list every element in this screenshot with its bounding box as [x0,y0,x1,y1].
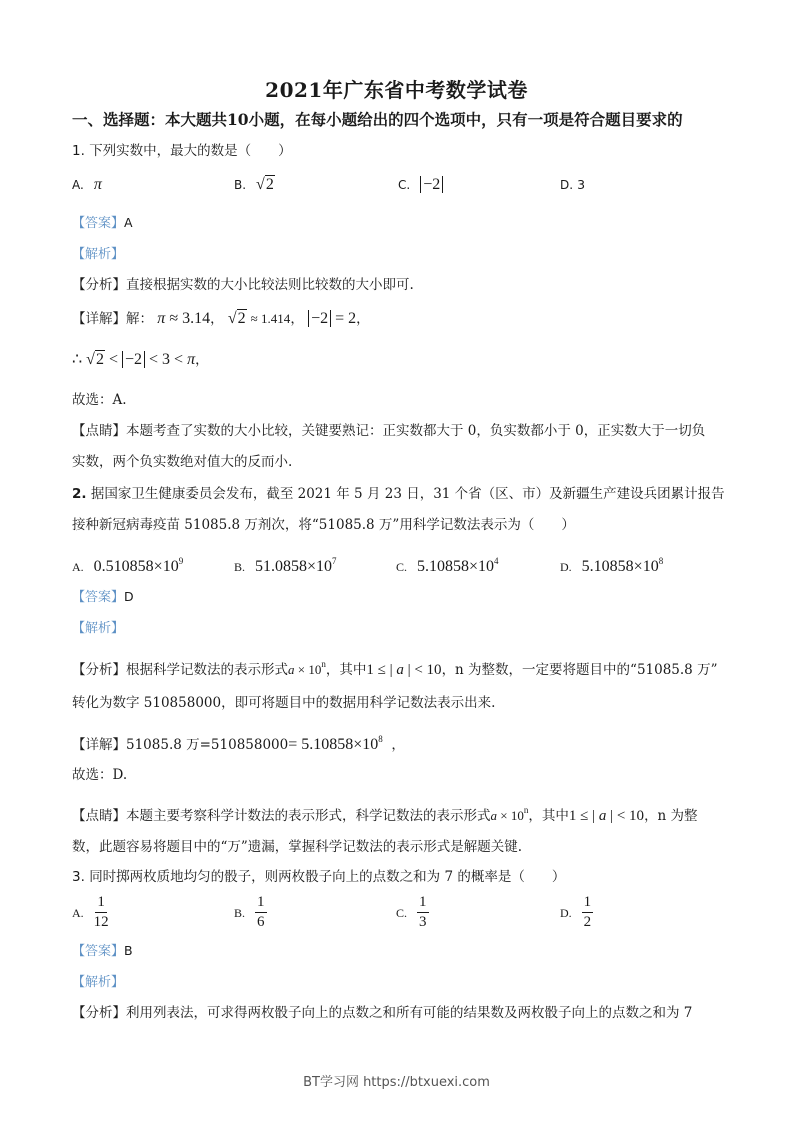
breakdown-row: 【分析】根据科学记数法的表示形式$a \times 10^n$，其中1 ≤ | a | < 10，n 为整数，一定要将题目中的“51085.8 万” [72,659,718,678]
watermark-footer: BT学习网 https://btxuexi.com [303,1075,490,1090]
option-b: B. $51.0858\times 10^7$ [234,556,337,575]
option-c: C. $5.10858\times 10^4$ [396,556,499,575]
detail-row: 【详解】解： π ≈ 3.14， √2 ≈ 1.414， −2 = 2， [72,310,370,327]
option-c: C. $\frac{1}{3}$ [396,894,427,930]
option-b: B. $\frac{1}{6}$ [234,894,265,930]
option-a: A. $\frac{1}{12}$ [72,894,109,930]
abs-minus-2: −2 [420,174,443,196]
question-number: 1. [72,143,85,159]
question-3-options [72,894,732,931]
option-c: C. −2 [398,174,560,196]
answer-value: A [124,215,133,230]
question-3-stem: 3. 同时掷两枚质地均匀的骰子，则两枚骰子向上的点数之和为 7 的概率是（ ） [72,869,566,885]
question-1-stem [72,141,292,161]
analysis-label: 【解析】 [72,247,125,262]
option-b: B. √2 [234,174,398,196]
page-title: 2021年广东省中考数学试卷 [265,78,528,102]
breakdown-row: 【分析】利用列表法，可求得两枚骰子向上的点数之和所有可能的结果数及两枚骰子向上的点数之和为 7 [72,1005,693,1021]
question-2-options [72,550,732,578]
answer-row: 【答案】B [72,943,133,959]
question-1-options [72,174,732,196]
option-d: D. 3 [560,177,586,192]
section-heading: 一、选择题：本大题共10小题，在每小题给出的四个选项中，只有一项是符合题目要求的 [72,110,683,129]
comment-row-2: 实数，两个负实数绝对值大的反而小. [72,454,293,470]
breakdown-row-2: 转化为数字 510858000，即可将题目中的数据用科学记数法表示出来. [72,695,496,711]
option-d: D. $5.10858\times 10^8$ [560,556,664,575]
analysis-label: 【解析】 [72,621,125,636]
question-text: 下列实数中，最大的数是（ ） [89,143,292,159]
detail-row: 【详解】51085.8 万$=510858000= 5.10858\times 10^8$ ， [72,734,405,753]
breakdown-row: 【分析】直接根据实数的大小比较法则比较数的大小即可. [72,277,414,293]
answer-row [72,213,133,234]
detail-conclusion: ∴ √2 < −2 < 3 < π， [72,351,209,368]
option-d: D. $\frac{1}{2}$ [560,894,592,930]
answer-row: 【答案】D [72,589,134,605]
analysis-label: 【解析】 [72,975,125,990]
question-2-stem-2: 接种新冠病毒疫苗 51085.8 万剂次，将“51085.8 万”用科学记数法表示为（ ） [72,517,575,533]
question-2-stem: 2. 据国家卫生健康委员会发布，截至 2021 年 5 月 23 日，31 个省（区、市）及新疆生产建设兵团累计报告 [72,486,725,502]
choice-row: 故选：D. [72,767,128,783]
sqrt-2: √2 [256,176,274,193]
comment-row: 【点睛】本题主要考察科学计数法的表示形式，科学记数法的表示形式$a \times 10^n$，其中1 ≤ | a | < 10，n 为整 [72,805,698,824]
option-a: A. $0.510858\times 10^9$ [72,556,184,575]
comment-row: 【点睛】本题考查了实数的大小比较，关键要熟记：正实数都大于 0，负实数都小于 0，正实数大于一切负 [72,423,706,439]
answer-label: 【答案】 [72,216,125,231]
option-a: A. π [72,176,102,193]
comment-row-2: 数，此题容易将题目中的“万”遗漏，掌握科学记数法的表示形式是解题关键. [72,839,523,855]
choice-row: 故选：A. [72,392,127,408]
